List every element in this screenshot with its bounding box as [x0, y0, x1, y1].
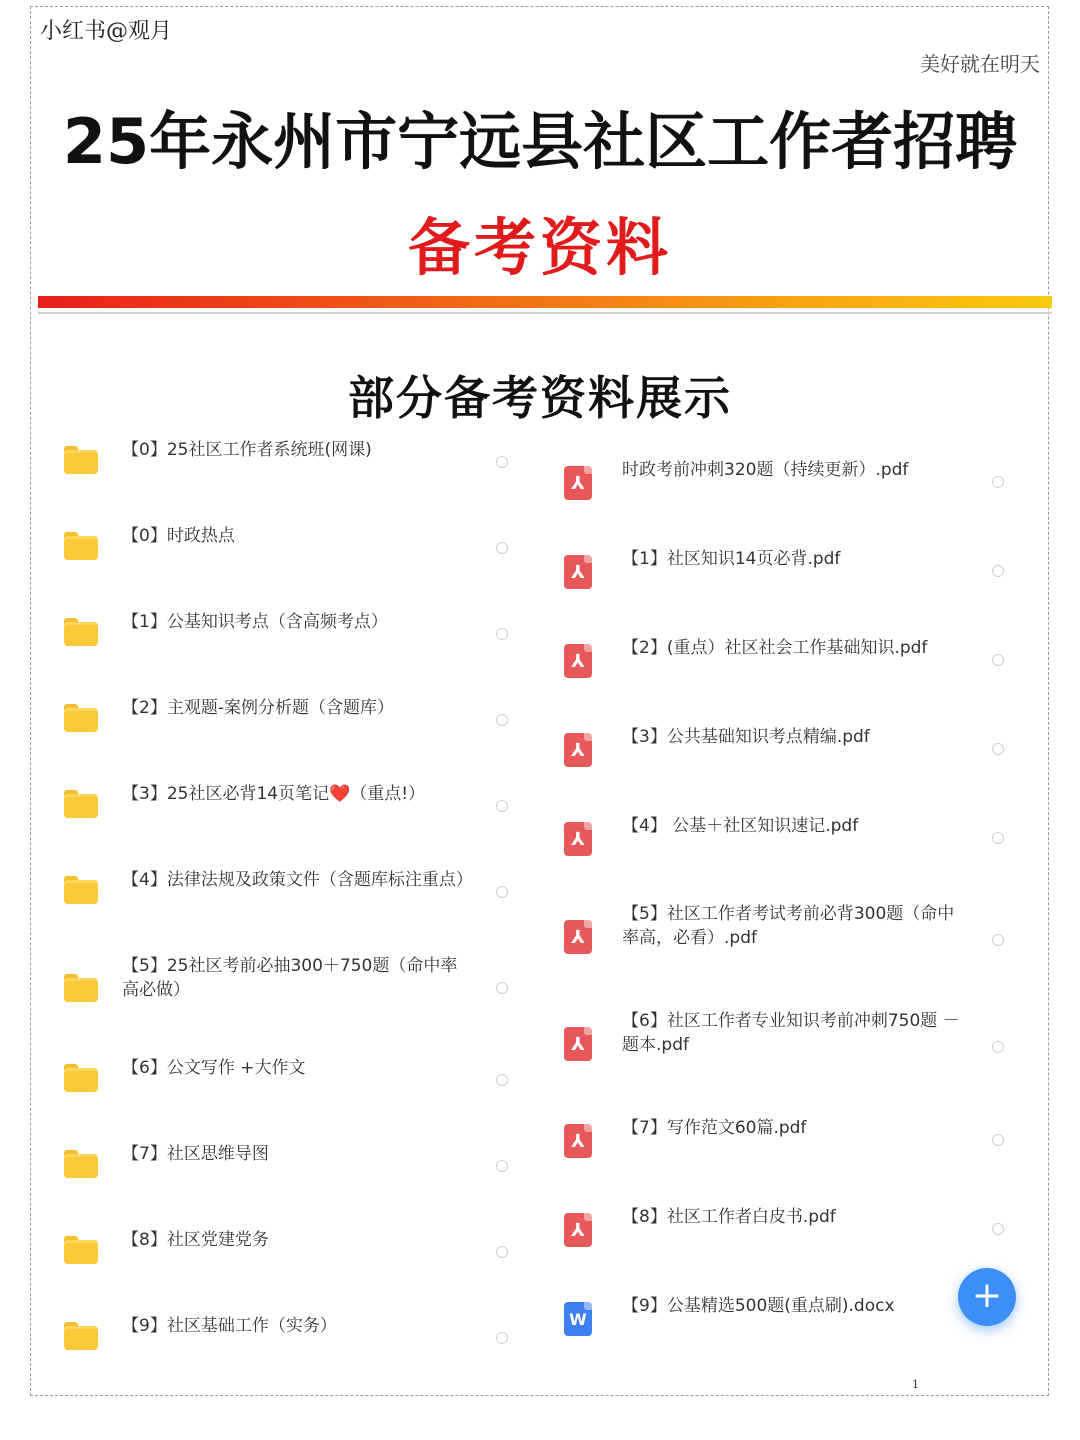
file-label: 【8】社区工作者白皮书.pdf	[622, 1207, 836, 1227]
folder-label: 【8】社区党建党务	[122, 1230, 269, 1250]
folder-icon	[64, 1064, 98, 1092]
select-radio[interactable]	[992, 743, 1004, 755]
file-label: 【2】(重点）社区社会工作基础知识.pdf	[622, 638, 928, 658]
file-label: 【5】社区工作者考试考前必背300题（命中率高，必看）.pdf	[622, 904, 955, 948]
folder-label: 【2】主观题-案例分析题（含题库）	[122, 698, 394, 718]
file-label: 【6】社区工作者专业知识考前冲刺750题 － 题本.pdf	[622, 1011, 960, 1055]
select-radio[interactable]	[496, 1246, 508, 1258]
folder-label: 【4】法律法规及政策文件（含题库标注重点）	[122, 870, 473, 890]
pdf-icon: ⅄	[564, 822, 592, 856]
folder-label: 【5】25社区考前必抽300＋750题（命中率高必做）	[122, 956, 458, 1000]
select-radio[interactable]	[992, 654, 1004, 666]
gradient-divider	[38, 296, 1052, 308]
select-radio[interactable]	[496, 542, 508, 554]
folder-icon	[64, 974, 98, 1002]
select-radio[interactable]	[992, 1041, 1004, 1053]
select-radio[interactable]	[992, 832, 1004, 844]
folder-icon	[64, 532, 98, 560]
file-label: 【1】社区知识14页必背.pdf	[622, 549, 841, 569]
file-label: 【9】公基精选500题(重点刷).docx	[622, 1296, 895, 1316]
select-radio[interactable]	[496, 1074, 508, 1086]
folder-icon	[64, 1322, 98, 1350]
folder-icon	[64, 790, 98, 818]
folder-icon	[64, 1150, 98, 1178]
page-title: 25年永州市宁远县社区工作者招聘	[62, 105, 1018, 178]
word-doc-icon: W	[564, 1302, 592, 1336]
select-radio[interactable]	[992, 934, 1004, 946]
select-radio[interactable]	[496, 982, 508, 994]
plus-icon: +	[971, 1275, 1003, 1316]
select-radio[interactable]	[992, 476, 1004, 488]
file-label: 时政考前冲刺320题（持续更新）.pdf	[622, 460, 909, 480]
select-radio[interactable]	[496, 886, 508, 898]
pdf-icon: ⅄	[564, 733, 592, 767]
divider-line	[38, 312, 1052, 314]
page-number: 1	[912, 1378, 919, 1391]
folder-label: 【9】社区基础工作（实务）	[122, 1316, 337, 1336]
folder-label: 【0】25社区工作者系统班(网课)	[122, 440, 372, 460]
folder-icon	[64, 1236, 98, 1264]
pdf-icon: ⅄	[564, 466, 592, 500]
select-radio[interactable]	[496, 456, 508, 468]
add-button[interactable]	[958, 1268, 1016, 1326]
folder-icon	[64, 618, 98, 646]
folder-label: 【1】公基知识考点（含高频考点）	[122, 612, 388, 632]
select-radio[interactable]	[992, 565, 1004, 577]
file-label: 【4】 公基＋社区知识速记.pdf	[622, 816, 859, 836]
folder-label: 【6】公文写作 +大作文	[122, 1058, 306, 1078]
pdf-icon: ⅄	[564, 555, 592, 589]
select-radio[interactable]	[496, 1332, 508, 1344]
pdf-icon: ⅄	[564, 1027, 592, 1061]
file-label: 【3】公共基础知识考点精编.pdf	[622, 727, 870, 747]
watermark: 小红书@观月	[40, 19, 173, 44]
select-radio[interactable]	[496, 714, 508, 726]
select-radio[interactable]	[992, 1223, 1004, 1235]
folder-icon	[64, 876, 98, 904]
folder-label: 【3】25社区必背14页笔记❤️（重点!）	[122, 784, 426, 804]
select-radio[interactable]	[496, 628, 508, 640]
pdf-icon: ⅄	[564, 1124, 592, 1158]
pdf-icon: ⅄	[564, 920, 592, 954]
section-title: 部分备考资料展示	[348, 371, 732, 425]
slogan: 美好就在明天	[920, 52, 1040, 76]
folder-label: 【7】社区思维导图	[122, 1144, 269, 1164]
select-radio[interactable]	[496, 800, 508, 812]
file-label: 【7】写作范文60篇.pdf	[622, 1118, 807, 1138]
pdf-icon: ⅄	[564, 1213, 592, 1247]
folder-label: 【0】时政热点	[122, 526, 235, 546]
pdf-icon: ⅄	[564, 644, 592, 678]
page-subtitle: 备考资料	[407, 211, 672, 284]
select-radio[interactable]	[992, 1134, 1004, 1146]
folder-icon	[64, 446, 98, 474]
select-radio[interactable]	[496, 1160, 508, 1172]
folder-icon	[64, 704, 98, 732]
